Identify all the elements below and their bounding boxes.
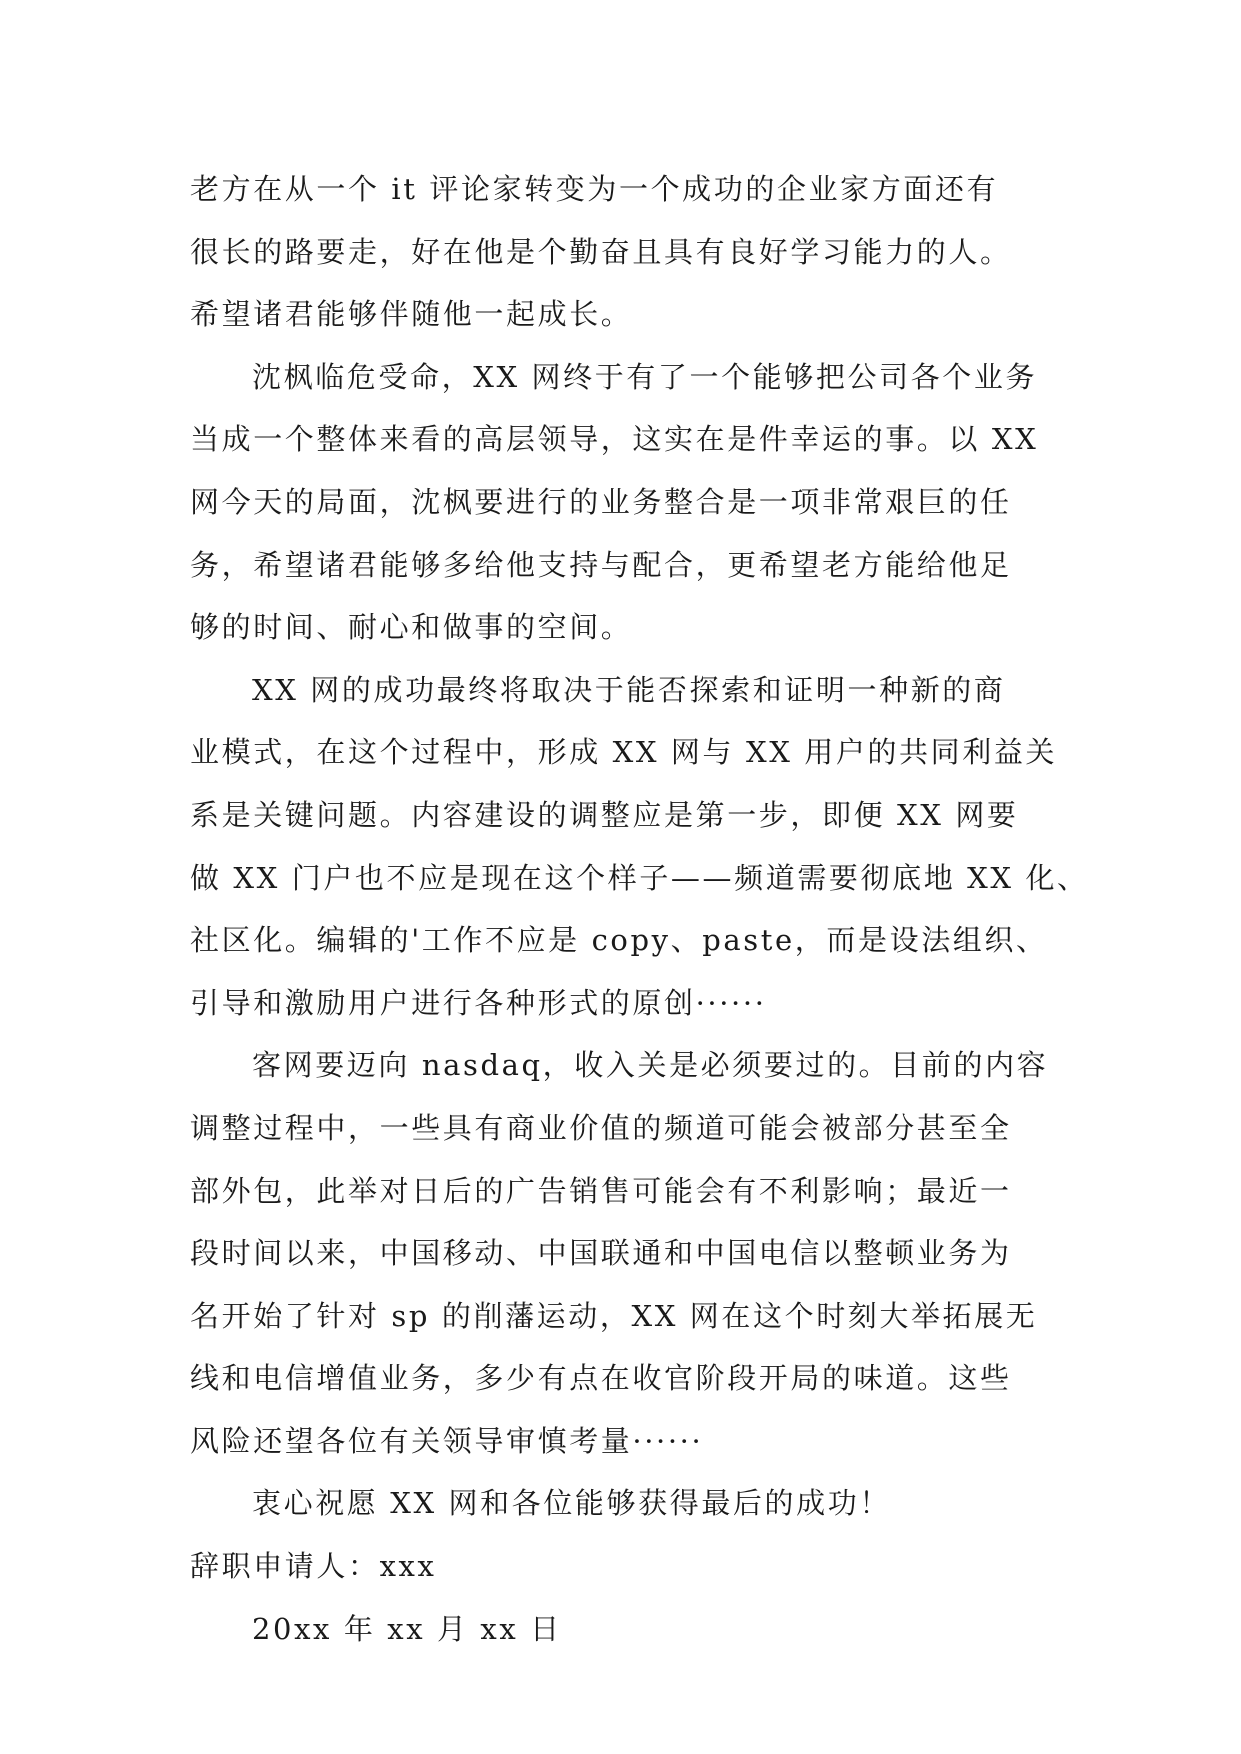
text-line: 做 XX 门户也不应是现在这个样子——频道需要彻底地 XX 化、 <box>190 860 1089 895</box>
paragraph-4 <box>190 1034 1060 1472</box>
text-line: 段时间以来，中国移动、中国联通和中国电信以整顿业务为 <box>190 1236 1012 1271</box>
text-line: XX 网的成功最终将取决于能否探索和证明一种新的商 <box>252 672 1006 707</box>
text-line: 客网要迈向 nasdaq，收入关是必须要过的。目前的内容 <box>252 1048 1049 1083</box>
text-line: 线和电信增值业务，多少有点在收官阶段开局的味道。这些 <box>190 1361 1012 1396</box>
paragraph-1 <box>190 158 1060 346</box>
text-line: 很长的路要走，好在他是个勤奋且具有良好学习能力的人。 <box>190 234 1012 269</box>
text-line: 够的时间、耐心和做事的空间。 <box>190 610 633 645</box>
text-line: 沈枫临危受命，XX 网终于有了一个能够把公司各个业务 <box>252 359 1038 394</box>
text-line: 部外包，此举对日后的广告销售可能会有不利影响；最近一 <box>190 1173 1012 1208</box>
paragraph-5 <box>190 1472 1060 1535</box>
text-line: 社区化。编辑的'工作不应是 copy、paste，而是设法组织、 <box>190 923 1048 958</box>
text-line: 务，希望诸君能够多给他支持与配合，更希望老方能给他足 <box>190 547 1012 582</box>
text-line: 系是关键问题。内容建设的调整应是第一步，即便 XX 网要 <box>190 797 1019 832</box>
text-line: 衷心祝愿 XX 网和各位能够获得最后的成功！ <box>252 1486 891 1521</box>
text-line: 名开始了针对 sp 的削藩运动，XX 网在这个时刻大举拓展无 <box>190 1298 1038 1333</box>
text-line: 业模式，在这个过程中，形成 XX 网与 XX 用户的共同利益关 <box>190 735 1058 770</box>
signer-line: 辞职申请人：xxx <box>190 1549 437 1584</box>
paragraph-2 <box>190 346 1060 659</box>
text-line: 网今天的局面，沈枫要进行的业务整合是一项非常艰巨的任 <box>190 484 1012 519</box>
text-line: 引导和激励用户进行各种形式的原创······ <box>190 985 767 1020</box>
text-line: 调整过程中，一些具有商业价值的频道可能会被部分甚至全 <box>190 1110 1012 1145</box>
paragraph-3 <box>190 659 1089 1035</box>
text-line: 希望诸君能够伴随他一起成长。 <box>190 297 633 332</box>
text-line: 当成一个整体来看的高层领导，这实在是件幸运的事。以 XX <box>190 422 1039 457</box>
date-line: 20xx 年 xx 月 xx 日 <box>252 1611 562 1646</box>
text-line: 老方在从一个 it 评论家转变为一个成功的企业家方面还有 <box>190 172 999 206</box>
document-body <box>190 158 1089 1660</box>
text-line: 风险还望各位有关领导审慎考量······ <box>190 1423 704 1458</box>
